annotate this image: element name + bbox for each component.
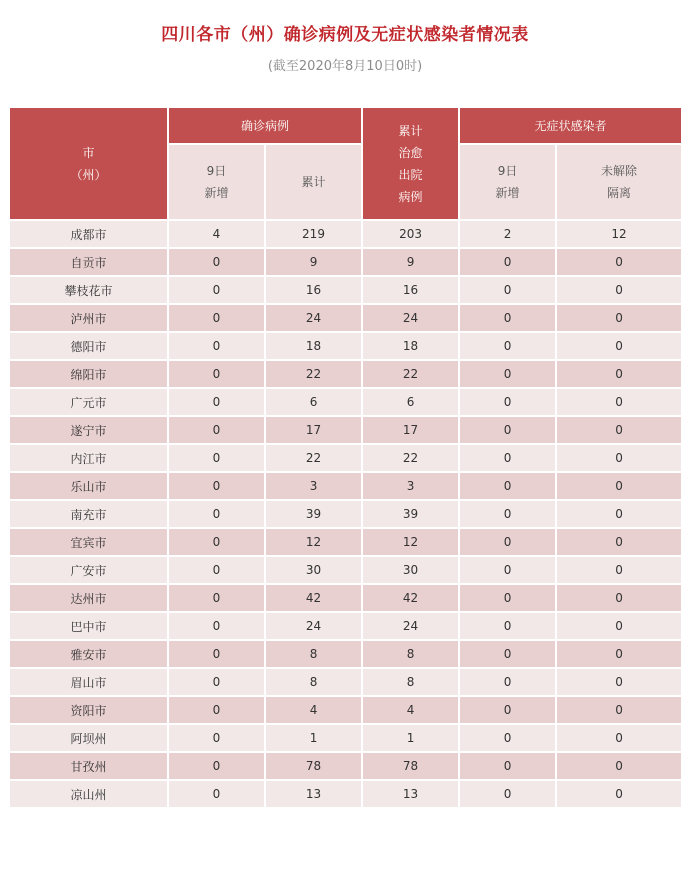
cell-city: 成都市 [9,220,168,248]
cell-asym-new: 0 [459,668,556,696]
cell-total: 8 [265,668,362,696]
cell-asym-new: 0 [459,584,556,612]
table-row [9,388,682,416]
cell-city: 阿坝州 [9,724,168,752]
table-row [9,780,682,808]
cell-city: 乐山市 [9,472,168,500]
cell-cured: 30 [362,556,459,584]
cell-new: 0 [168,500,265,528]
header-city-line2: （州） [70,167,107,182]
cell-isolation: 0 [556,500,682,528]
cell-new: 0 [168,416,265,444]
header-isolation-line1: 未解除 [601,164,638,178]
cell-isolation: 0 [556,444,682,472]
cell-isolation: 0 [556,584,682,612]
header-new-line2: 新增 [204,186,229,200]
header-asym-new-line2: 新增 [495,186,520,200]
cell-asym-new: 0 [459,360,556,388]
cell-city: 德阳市 [9,332,168,360]
cell-city: 绵阳市 [9,360,168,388]
cell-city: 泸州市 [9,304,168,332]
cell-cured: 13 [362,780,459,808]
cell-cured: 24 [362,612,459,640]
cell-isolation: 0 [556,724,682,752]
cell-isolation: 0 [556,332,682,360]
table-row [9,556,682,584]
cell-city: 凉山州 [9,780,168,808]
cell-total: 4 [265,696,362,724]
table-body [9,220,682,808]
cell-asym-new: 0 [459,472,556,500]
cell-asym-new: 0 [459,528,556,556]
header-confirmed-group: 确诊病例 [168,107,362,144]
cell-new: 0 [168,556,265,584]
cell-isolation: 0 [556,360,682,388]
table-row [9,472,682,500]
table-row [9,528,682,556]
table-row [9,724,682,752]
cell-total: 22 [265,360,362,388]
cell-total: 9 [265,248,362,276]
cell-total: 12 [265,528,362,556]
table-row [9,248,682,276]
cell-cured: 12 [362,528,459,556]
header-city [9,107,168,220]
header-cured-line1: 累计 [398,123,423,138]
table-row [9,584,682,612]
cell-total: 78 [265,752,362,780]
cell-city: 自贡市 [9,248,168,276]
cell-city: 眉山市 [9,668,168,696]
cell-isolation: 0 [556,780,682,808]
table-row [9,612,682,640]
cell-city: 雅安市 [9,640,168,668]
cell-city: 广元市 [9,388,168,416]
header-cured-line2: 治愈 [398,145,423,160]
cell-total: 24 [265,304,362,332]
cell-isolation: 12 [556,220,682,248]
header-asym-new [459,144,556,220]
cell-asym-new: 0 [459,388,556,416]
cell-cured: 6 [362,388,459,416]
cell-cured: 9 [362,248,459,276]
cell-asym-new: 0 [459,640,556,668]
cell-new: 0 [168,528,265,556]
cell-total: 17 [265,416,362,444]
cell-isolation: 0 [556,276,682,304]
cell-isolation: 0 [556,248,682,276]
cell-new: 0 [168,668,265,696]
header-new-line1: 9日 [206,164,227,178]
page-subtitle: (截至2020年8月10日0时) [267,59,423,74]
cell-cured: 22 [362,360,459,388]
table-row [9,668,682,696]
table-row [9,220,682,248]
cell-total: 42 [265,584,362,612]
cell-isolation: 0 [556,528,682,556]
cell-new: 0 [168,780,265,808]
cell-new: 0 [168,696,265,724]
cell-asym-new: 0 [459,500,556,528]
cell-new: 0 [168,612,265,640]
cell-cured: 17 [362,416,459,444]
header-cumulative: 累计 [265,144,362,220]
cell-city: 达州市 [9,584,168,612]
cell-city: 遂宁市 [9,416,168,444]
table-row [9,640,682,668]
cell-isolation: 0 [556,696,682,724]
cell-cured: 8 [362,640,459,668]
cell-isolation: 0 [556,612,682,640]
cell-asym-new: 0 [459,724,556,752]
header-asym-new-line1: 9日 [497,164,518,178]
cell-cured: 42 [362,584,459,612]
cell-total: 8 [265,640,362,668]
cell-new: 0 [168,304,265,332]
cell-total: 3 [265,472,362,500]
table-row [9,500,682,528]
cell-city: 南充市 [9,500,168,528]
cell-cured: 39 [362,500,459,528]
table-row [9,444,682,472]
cell-total: 39 [265,500,362,528]
cell-asym-new: 0 [459,332,556,360]
table-row [9,416,682,444]
cell-asym-new: 0 [459,444,556,472]
table-row [9,696,682,724]
cell-new: 0 [168,248,265,276]
cell-isolation: 0 [556,752,682,780]
cell-total: 1 [265,724,362,752]
cell-city: 甘孜州 [9,752,168,780]
cell-asym-new: 0 [459,276,556,304]
case-table [8,106,683,809]
cell-asym-new: 0 [459,780,556,808]
cell-isolation: 0 [556,304,682,332]
table-row [9,360,682,388]
header-new [168,144,265,220]
cell-cured: 4 [362,696,459,724]
cell-asym-new: 0 [459,304,556,332]
cell-new: 4 [168,220,265,248]
cell-total: 22 [265,444,362,472]
cell-new: 0 [168,332,265,360]
cell-isolation: 0 [556,416,682,444]
cell-total: 219 [265,220,362,248]
cell-asym-new: 0 [459,752,556,780]
cell-city: 巴中市 [9,612,168,640]
cell-cured: 8 [362,668,459,696]
cell-city: 宜宾市 [9,528,168,556]
cell-new: 0 [168,276,265,304]
cell-isolation: 0 [556,556,682,584]
cell-new: 0 [168,388,265,416]
table-row [9,752,682,780]
table-row [9,276,682,304]
table-row [9,304,682,332]
cell-asym-new: 0 [459,248,556,276]
header-city-line1: 市 [82,145,95,160]
cell-asym-new: 0 [459,612,556,640]
cell-new: 0 [168,444,265,472]
cell-new: 0 [168,640,265,668]
header-isolation-line2: 隔离 [607,186,632,200]
cell-asym-new: 0 [459,696,556,724]
cell-isolation: 0 [556,640,682,668]
cell-asym-new: 0 [459,556,556,584]
cell-new: 0 [168,752,265,780]
cell-isolation: 0 [556,388,682,416]
cell-city: 广安市 [9,556,168,584]
cell-new: 0 [168,472,265,500]
cell-city: 攀枝花市 [9,276,168,304]
cell-new: 0 [168,584,265,612]
cell-asym-new: 0 [459,416,556,444]
cell-new: 0 [168,724,265,752]
table-row [9,332,682,360]
cell-total: 13 [265,780,362,808]
header-cured-line3: 出院 [398,167,423,182]
cell-cured: 24 [362,304,459,332]
cell-total: 30 [265,556,362,584]
table-header [9,107,682,220]
cell-cured: 1 [362,724,459,752]
cell-isolation: 0 [556,668,682,696]
cell-cured: 3 [362,472,459,500]
header-isolation [556,144,682,220]
page-title: 四川各市（州）确诊病例及无症状感染者情况表 [161,25,529,45]
cell-new: 0 [168,360,265,388]
cell-cured: 18 [362,332,459,360]
cell-total: 24 [265,612,362,640]
cell-total: 18 [265,332,362,360]
cell-cured: 78 [362,752,459,780]
cell-asym-new: 2 [459,220,556,248]
header-cured-line4: 病例 [398,189,423,204]
cell-total: 16 [265,276,362,304]
cell-cured: 22 [362,444,459,472]
cell-city: 内江市 [9,444,168,472]
cell-cured: 16 [362,276,459,304]
cell-city: 资阳市 [9,696,168,724]
cell-cured: 203 [362,220,459,248]
cell-total: 6 [265,388,362,416]
cell-isolation: 0 [556,472,682,500]
header-cured [362,107,459,220]
header-asymptomatic-group: 无症状感染者 [459,107,682,144]
